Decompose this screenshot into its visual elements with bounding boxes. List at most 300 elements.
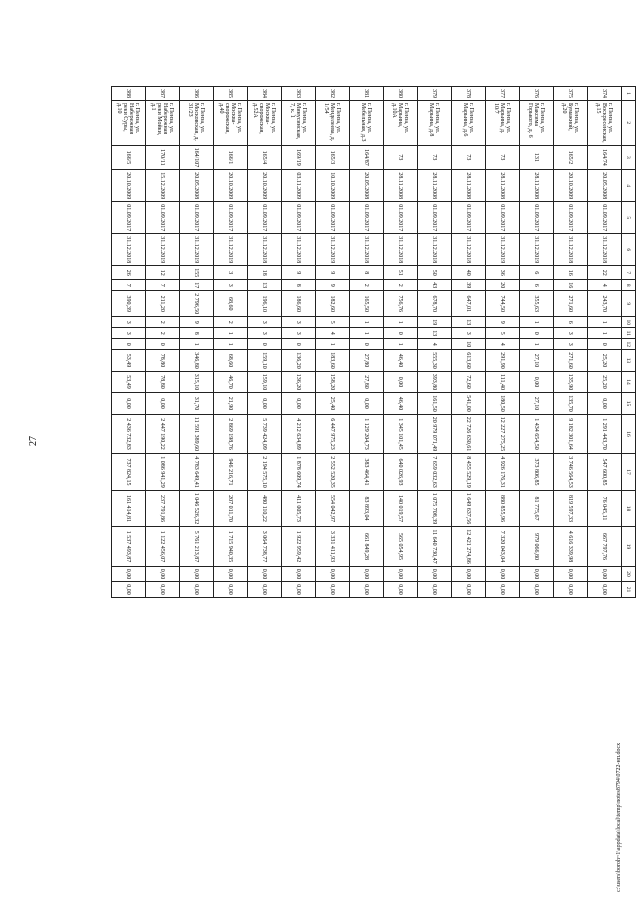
table-cell: 01.09.2017 [316, 202, 350, 234]
table-cell: 0,00 [146, 393, 180, 415]
table-cell: 20.05.2008 [350, 170, 384, 202]
column-header: 18 [622, 490, 636, 527]
table-cell: 68,60 [214, 291, 248, 317]
table-cell: 3 [248, 317, 282, 328]
table-cell: 01.09.2017 [452, 202, 486, 234]
table-cell: 17 [180, 280, 214, 291]
table-cell: 27,10 [520, 350, 554, 372]
column-header: 6 [622, 234, 636, 266]
table-cell: 4 783 649,41 [180, 454, 214, 491]
table-cell: 196,10 [248, 291, 282, 317]
table-cell: 50 [418, 266, 452, 280]
table-cell: 25,20 [588, 371, 622, 393]
table-cell: 383 464,41 [350, 454, 384, 491]
table-cell: 01.09.2017 [418, 202, 452, 234]
table-cell: 3 [112, 328, 146, 339]
table-cell: 0 [112, 339, 146, 350]
table-cell: 40 [452, 266, 486, 280]
table-cell: 554 042,97 [316, 490, 350, 527]
table-cell: 12 227 275,25 [486, 414, 520, 454]
table-cell: 18 [248, 266, 282, 280]
table-cell: 1 [588, 317, 622, 328]
table-cell: 382 [316, 87, 350, 101]
table-cell: 9 [180, 317, 214, 328]
table-cell: 0,00 [418, 582, 452, 598]
column-header: 9 [622, 291, 636, 317]
table-cell: 0 [588, 339, 622, 350]
table-cell: 0,00 [316, 582, 350, 598]
table-cell: 2 869 198,76 [214, 414, 248, 454]
table-cell: 667 797,76 [588, 527, 622, 567]
table-cell: г. Пенза, ул. Минусинская, 7, к. 1 [282, 101, 316, 146]
table-cell: 31.12.2018 [554, 234, 588, 266]
table-cell: г. Пенза, ул. Бумажной, д.20 [554, 101, 588, 146]
column-header: 20 [622, 566, 636, 582]
table-cell: 20.05.2008 [588, 170, 622, 202]
table-cell: 01.09.2017 [554, 202, 588, 234]
table-cell: 73 [452, 145, 486, 170]
column-header: 11 [622, 328, 636, 339]
table-cell: 480 110,22 [248, 490, 282, 527]
table-cell: 0 [520, 328, 554, 339]
table-cell: 01.09.2017 [282, 202, 316, 234]
table-cell: 1 [214, 328, 248, 339]
table-cell: 131 [520, 145, 554, 170]
table-cell: 158,20 [316, 371, 350, 393]
table-cell: 315,10 [180, 371, 214, 393]
table-cell: 01.09.2017 [146, 202, 180, 234]
table-cell: 661 849,28 [350, 527, 384, 567]
column-header: 5 [622, 202, 636, 234]
table-cell: 383 [282, 87, 316, 101]
table-cell: 186,60 [282, 291, 316, 317]
table-cell: 411 005,73 [282, 490, 316, 527]
table-cell: 0,00 [316, 566, 350, 582]
page-number: 27 [28, 436, 39, 446]
table-cell: 1 291 443,70 [588, 414, 622, 454]
table-cell: 3 064 738,77 [248, 527, 282, 567]
table-cell: 2 796,50 [180, 291, 214, 317]
table-cell: 819 597,33 [554, 490, 588, 527]
table-cell: г. Пенза, ул. Мебельная, д.3 [350, 101, 384, 146]
table-cell: 72,60 [452, 371, 486, 393]
table-cell: 0,00 [452, 582, 486, 598]
table-cell: 374 [588, 87, 622, 101]
column-header: 2 [622, 101, 636, 146]
table-cell: 1 715 940,35 [214, 527, 248, 567]
table-cell: 211,20 [146, 291, 180, 317]
table-cell: 0,00 [520, 582, 554, 598]
table-cell: 380 [384, 87, 418, 101]
table-cell: 25,20 [588, 350, 622, 372]
table-cell: 0,00 [282, 582, 316, 598]
table-cell: г. Пенза, ул. Москва-сворожская, д.52А [248, 101, 282, 146]
table-cell: 155 [180, 266, 214, 280]
table-cell: г. Пенза, ул. Москва-сворожская, д.40 [214, 101, 248, 146]
table-cell: 5 739 424,09 [248, 414, 282, 454]
table-cell: 16 [554, 266, 588, 280]
table-cell: 3 [214, 280, 248, 291]
table-cell: 46,40 [384, 350, 418, 372]
table-cell: 25,40 [316, 393, 350, 415]
table-cell: 31.12.2019 [486, 234, 520, 266]
table-cell: 31,70 [180, 393, 214, 415]
column-header: 10 [622, 317, 636, 328]
table-cell: 6 [520, 266, 554, 280]
table-cell: 170/11 [146, 145, 180, 170]
table-cell: 0,00 [554, 566, 588, 582]
table-cell: 386 [180, 87, 214, 101]
table-cell: 271,60 [554, 350, 588, 372]
table-cell: 1 434 654,50 [520, 414, 554, 454]
table-cell: 4 616 339,98 [554, 527, 588, 567]
table-cell: 81 775,67 [520, 490, 554, 527]
table-cell: 378 [452, 87, 486, 101]
table-cell: 0,00 [180, 566, 214, 582]
table-cell: 165/3 [316, 145, 350, 170]
table-cell: 1 075 708,39 [418, 490, 452, 527]
table-cell: г. Пенза, ул. Московская, д. 31/23 [180, 101, 214, 146]
table-cell: 3 [112, 317, 146, 328]
table-cell: 31.12.2019 [520, 234, 554, 266]
table-cell: 20 979 071,49 [418, 414, 452, 454]
column-header: 14 [622, 371, 636, 393]
table-cell: 53,49 [112, 371, 146, 393]
table-cell: 51 [384, 266, 418, 280]
table-cell: 6 [520, 280, 554, 291]
table-cell: 0,00 [486, 582, 520, 598]
table-cell: 0 [146, 339, 180, 350]
table-cell: 390,39 [112, 291, 146, 317]
table-cell: 01.09.2017 [384, 202, 418, 234]
table-cell: 1 [520, 317, 554, 328]
table-cell: 27,80 [350, 350, 384, 372]
table-cell: 1 129 204,73 [350, 414, 384, 454]
table-cell: г. Пенза, ул. Набережная реки Мойки, д.1 [146, 101, 180, 146]
table-cell: 13 [418, 328, 452, 339]
table-cell: 8 [350, 266, 384, 280]
table-cell: 5 761 213,87 [180, 527, 214, 567]
table-cell: 03.11.2009 [282, 170, 316, 202]
table-cell: 7 320 043,04 [486, 527, 520, 567]
table-cell: 01.09.2017 [180, 202, 214, 234]
table-cell: 28.11.2008 [452, 170, 486, 202]
table-cell: 169/19 [282, 145, 316, 170]
table-cell: 2 194 575,10 [248, 454, 282, 491]
table-cell: 12 421 274,86 [452, 527, 486, 567]
table-cell: 10.10.2009 [316, 170, 350, 202]
table-cell: 26 [112, 266, 146, 280]
table-cell: 3 [282, 317, 316, 328]
table-cell: 2 552 520,35 [316, 454, 350, 491]
footer-file-path: c:\users\boroh~1\appdata\local\temp\notes8794\0722-нп.docx [616, 742, 622, 892]
table-cell: 0,00 [112, 582, 146, 598]
table-cell: 31.12.2018 [384, 234, 418, 266]
table-cell: 83 893,04 [350, 490, 384, 527]
table-cell: 291,90 [486, 350, 520, 372]
table-cell: 0,00 [180, 582, 214, 598]
table-cell: г. Пенза, ул. Воскресенская, д.15 [588, 101, 622, 146]
table-cell: 7 659 032,63 [418, 454, 452, 491]
table-cell: 20.05.2008 [180, 170, 214, 202]
column-header: 21 [622, 582, 636, 598]
table-cell: 243,70 [588, 291, 622, 317]
table-cell: 0,00 [350, 566, 384, 582]
table-cell: 28.11.2008 [384, 170, 418, 202]
column-header: 7 [622, 266, 636, 280]
table-cell: 0,00 [350, 393, 384, 415]
table-cell: 27,80 [350, 371, 384, 393]
table-cell: г. Пенза, ул. Менделеева, д. 1/54 [316, 101, 350, 146]
table-cell: 20.10.2009 [214, 170, 248, 202]
table-cell: 0,00 [588, 582, 622, 598]
table-cell: 9 [316, 280, 350, 291]
table-cell: 355,63 [520, 291, 554, 317]
table-cell: 0,00 [350, 582, 384, 598]
table-cell: 1 878 609,74 [282, 454, 316, 491]
table-cell: 0,00 [214, 566, 248, 582]
table-row [588, 87, 622, 598]
table-cell: 73 [486, 145, 520, 170]
table-cell: 31.12.2019 [146, 234, 180, 266]
table-cell: 207 011,70 [214, 490, 248, 527]
table-cell: 4 [316, 328, 350, 339]
table-cell: 9 [486, 317, 520, 328]
table-cell: 31.12.2019 [316, 234, 350, 266]
table-row [384, 87, 418, 598]
table-cell: 2 447 190,22 [146, 414, 180, 454]
table-cell: 0,00 [248, 582, 282, 598]
table-cell: 31.12.2018 [112, 234, 146, 266]
table-cell: 3 [554, 328, 588, 339]
table-cell: 640 026,93 [384, 454, 418, 491]
table-cell: 0,00 [384, 566, 418, 582]
table-cell: 39 [452, 280, 486, 291]
table-cell: 164/107 [180, 145, 214, 170]
table-cell: 11 591 389,60 [180, 414, 214, 454]
table-cell: 0,00 [282, 566, 316, 582]
table-cell: 8 [180, 328, 214, 339]
table-cell: 164/87 [350, 145, 384, 170]
table-cell: 1 [588, 328, 622, 339]
table-cell: 01.09.2017 [520, 202, 554, 234]
table-cell: 3 [554, 339, 588, 350]
table-cell: 1 [316, 339, 350, 350]
table-cell: 4 212 634,89 [282, 414, 316, 454]
table-cell: 165/4 [248, 145, 282, 170]
table-cell: 166/1 [214, 145, 248, 170]
table-cell: 53,49 [112, 350, 146, 372]
table-cell: 1 086 941,29 [146, 454, 180, 491]
table-cell: 381 [350, 87, 384, 101]
table-cell: 0,00 [384, 371, 418, 393]
table-cell: 9 182 301,64 [554, 414, 588, 454]
table-cell: 0 [384, 328, 418, 339]
table-cell: 1 122 456,07 [146, 527, 180, 567]
table-cell: 0,00 [418, 566, 452, 582]
table-cell: 271,60 [554, 291, 588, 317]
table-row [282, 87, 316, 598]
table-cell: 73 [384, 145, 418, 170]
table-cell: 880 855,96 [486, 490, 520, 527]
table-row [350, 87, 384, 598]
table-cell: 1 922 959,42 [282, 527, 316, 567]
table-row [316, 87, 350, 598]
table-cell: 11 640 730,47 [418, 527, 452, 567]
table-cell: 2 436 732,83 [112, 414, 146, 454]
table-cell: 613,60 [452, 350, 486, 372]
table-cell: 0,00 [248, 393, 282, 415]
table-cell: 2 [146, 328, 180, 339]
table-cell: 19 [418, 317, 452, 328]
table-cell: 0,00 [588, 566, 622, 582]
table-cell: 5 [486, 328, 520, 339]
data-table [111, 86, 636, 598]
table-cell: 1 [520, 339, 554, 350]
table-cell: 647,01 [452, 291, 486, 317]
table-cell: 28.11.2008 [520, 170, 554, 202]
table-cell: 28.11.2008 [418, 170, 452, 202]
table-cell: 376 [520, 87, 554, 101]
table-cell: 31.12.2018 [248, 234, 282, 266]
table-cell: 4 [588, 280, 622, 291]
table-cell: 31.12.2019 [180, 234, 214, 266]
table-cell: 377 [486, 87, 520, 101]
table-row [180, 87, 214, 598]
table-cell: 159,10 [248, 371, 282, 393]
table-cell: 164/74 [588, 145, 622, 170]
table-cell: 979 066,80 [520, 527, 554, 567]
table-cell: 6 447 975,23 [316, 414, 350, 454]
table-cell: 1 649 637,56 [452, 490, 486, 527]
table-cell: 20.10.2009 [554, 170, 588, 202]
table-cell: 1 [384, 317, 418, 328]
table-cell: 375 [554, 87, 588, 101]
table-cell: 9 [316, 266, 350, 280]
table-cell: 0 [282, 339, 316, 350]
table-cell: 0,00 [588, 393, 622, 415]
column-header: 3 [622, 145, 636, 170]
table-cell: 31.12.2018 [282, 234, 316, 266]
table-cell: 346,80 [180, 350, 214, 372]
table-cell: 1 [350, 317, 384, 328]
table-cell: г. Пенза, ул. Марьина, д.6 [452, 101, 486, 146]
table-cell: 78,80 [146, 371, 180, 393]
table-cell: 73 [418, 145, 452, 170]
table-cell: 21,90 [214, 393, 248, 415]
table-cell: 4 926 176,31 [486, 454, 520, 491]
table-cell: г. Пенза, ул. Марьина, д.8 [418, 101, 452, 146]
table-cell: 16 [554, 280, 588, 291]
table-cell: 388 [112, 87, 146, 101]
column-header: 16 [622, 414, 636, 454]
table-cell: 7 [146, 280, 180, 291]
table-cell: 159,10 [248, 350, 282, 372]
table-cell: 3 [248, 328, 282, 339]
column-header: 15 [622, 393, 636, 415]
table-cell: 756,76 [384, 291, 418, 317]
table-cell: 46,40 [384, 393, 418, 415]
table-cell: 111,40 [486, 371, 520, 393]
table-cell: 136,20 [282, 350, 316, 372]
header-row [622, 87, 636, 598]
table-cell: 1 [350, 328, 384, 339]
table-cell: 0,00 [384, 582, 418, 598]
column-header: 17 [622, 454, 636, 491]
table-cell: 1 [384, 339, 418, 350]
column-header: 1 [622, 87, 636, 101]
table-cell: 01.09.2017 [588, 202, 622, 234]
table-cell: 373 806,85 [520, 454, 554, 491]
table-cell: 0,00 [146, 566, 180, 582]
table-cell: 3 [452, 328, 486, 339]
table-cell: 22 726 630,61 [452, 414, 486, 454]
table-cell: 01.09.2017 [350, 202, 384, 234]
table-row [146, 87, 180, 598]
column-header: 4 [622, 170, 636, 202]
table-cell: 1 537 493,87 [112, 527, 146, 567]
table-cell: г. Пенза, ул. Максима Горького, д. 6 [520, 101, 554, 146]
table-cell: 27,10 [520, 393, 554, 415]
table-cell: 20.10.2009 [248, 170, 282, 202]
table-row [554, 87, 588, 598]
table-cell: 3 331 411,93 [316, 527, 350, 567]
table-cell: 43 [418, 280, 452, 291]
table-cell: 01.09.2017 [486, 202, 520, 234]
table-cell: 78,80 [146, 350, 180, 372]
table-cell: 36 [486, 266, 520, 280]
table-cell: 15.12.2009 [146, 170, 180, 202]
table-cell: 76 045,11 [588, 490, 622, 527]
table-cell: 744,50 [486, 291, 520, 317]
table-row [418, 87, 452, 598]
table-cell: 555,30 [418, 350, 452, 372]
table-cell: 0,00 [486, 566, 520, 582]
table-cell: 0,00 [214, 582, 248, 598]
table-cell: 0 [248, 339, 282, 350]
table-cell: 01.09.2017 [248, 202, 282, 234]
table-cell: 31.12.2018 [350, 234, 384, 266]
column-header: 12 [622, 339, 636, 350]
table-cell: 541,00 [452, 393, 486, 415]
table-cell: 31.12.2019 [214, 234, 248, 266]
table-cell: 1 [180, 339, 214, 350]
table-cell: 8 455 529,19 [452, 454, 486, 491]
table-cell: 9 [282, 266, 316, 280]
table-cell: 6 [554, 317, 588, 328]
table-cell: 946 216,71 [214, 454, 248, 491]
table-cell: 136,20 [282, 371, 316, 393]
table-cell: 0,00 [146, 582, 180, 598]
table-cell: 68,60 [214, 350, 248, 372]
table-cell: 1 345 101,45 [384, 414, 418, 454]
table-cell: 0,00 [112, 566, 146, 582]
table-cell: 3 746 564,53 [554, 454, 588, 491]
table-cell: 01.09.2017 [112, 202, 146, 234]
table-cell: 10 [452, 339, 486, 350]
table-cell: 0,00 [554, 582, 588, 598]
table-cell: 2 [350, 280, 384, 291]
table-cell: 565 054,95 [384, 527, 418, 567]
table-row [214, 87, 248, 598]
table-cell: 0,00 [282, 393, 316, 415]
table-cell: 13 [248, 280, 282, 291]
table-cell: 183,60 [316, 350, 350, 372]
table-cell: 2 [384, 280, 418, 291]
table-cell: 1 046 526,32 [180, 490, 214, 527]
table-cell: 3 [282, 328, 316, 339]
table-cell: 4 [418, 339, 452, 350]
